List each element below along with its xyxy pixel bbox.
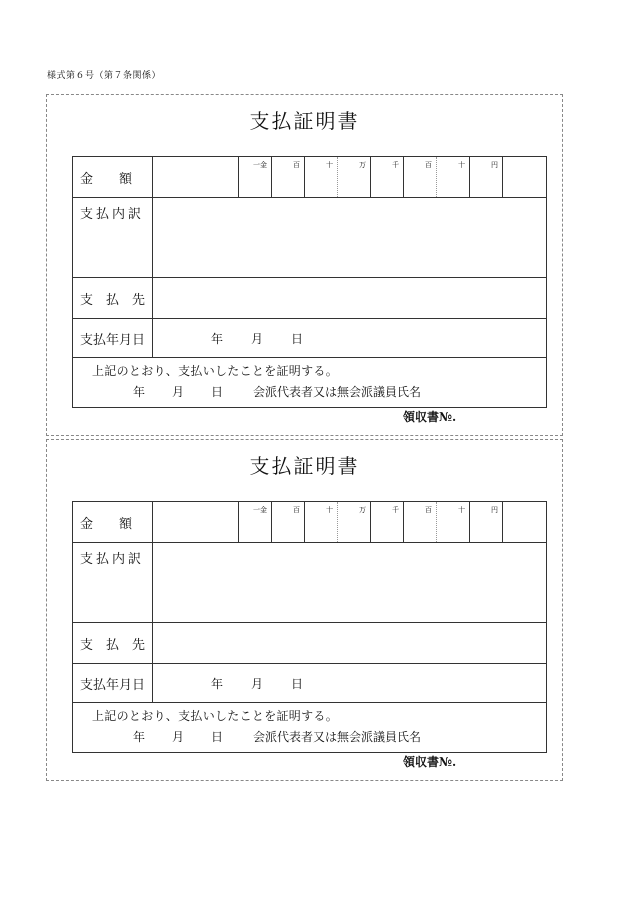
certificate-title: 支払証明書 [249, 454, 360, 478]
detail-row [73, 198, 546, 278]
digit-cell-juu[interactable]: 十 [437, 502, 470, 542]
detail-label: 支払内訳 [73, 198, 153, 277]
cert-year-unit: 年 [133, 730, 146, 744]
detail-label: 支払内訳 [73, 543, 153, 622]
digit-cell-sen[interactable]: 千 [371, 502, 404, 542]
payee-label: 支 払 先 [73, 278, 153, 318]
certification-row [73, 358, 546, 407]
digit-cell-hyaku[interactable]: 百 [404, 157, 437, 197]
digit-cell-sen[interactable]: 千 [371, 157, 404, 197]
cert-day-unit: 日 [211, 385, 224, 399]
payment-certificate-2 [46, 439, 563, 781]
payment-date-row [73, 319, 546, 358]
digit-cell-juu-man[interactable]: 十 [305, 157, 338, 197]
digit-cell-juu[interactable]: 十 [437, 157, 470, 197]
date-day-unit: 日 [291, 676, 304, 691]
payee-input-area[interactable] [153, 278, 546, 318]
certificate-table [72, 501, 547, 753]
payment-date-field[interactable] [153, 664, 546, 702]
payment-date-label: 支払年月日 [73, 319, 153, 357]
cert-month-unit: 月 [172, 730, 185, 744]
digit-cell-man[interactable]: 万 [338, 157, 371, 197]
signer-label: 会派代表者又は無会派議員氏名 [253, 730, 422, 744]
cert-year-unit: 年 [133, 385, 146, 399]
amount-blank-cell[interactable] [153, 502, 239, 542]
cert-month-unit: 月 [172, 385, 185, 399]
certification-signature-line [133, 383, 421, 400]
certification-text: 上記のとおり、支払いしたことを証明する。 [92, 364, 339, 378]
payment-date-label: 支払年月日 [73, 664, 153, 702]
payee-row [73, 623, 546, 664]
certification-signature-line [133, 728, 421, 745]
digit-cell-hyaku[interactable]: 百 [404, 502, 437, 542]
receipt-number-label: 領収書№. [403, 755, 457, 769]
payment-date-field[interactable] [153, 319, 546, 357]
digit-cell-end [503, 157, 536, 197]
amount-row [73, 502, 546, 543]
digit-cell-hyaku-man[interactable]: 百 [272, 502, 305, 542]
payee-label: 支 払 先 [73, 623, 153, 663]
certificate-table [72, 156, 547, 408]
digit-cell-hyaku-man[interactable]: 百 [272, 157, 305, 197]
digit-cell-en[interactable]: 円 [470, 157, 503, 197]
amount-blank-cell[interactable] [153, 157, 239, 197]
digit-cell-juu-man[interactable]: 十 [305, 502, 338, 542]
certification-text: 上記のとおり、支払いしたことを証明する。 [92, 709, 339, 723]
date-year-unit: 年 [211, 331, 224, 346]
date-day-unit: 日 [291, 331, 304, 346]
digit-cell-end [503, 502, 536, 542]
certificate-title: 支払証明書 [249, 109, 360, 133]
date-year-unit: 年 [211, 676, 224, 691]
signer-label: 会派代表者又は無会派議員氏名 [253, 385, 422, 399]
digit-cell-en[interactable]: 円 [470, 502, 503, 542]
amount-row [73, 157, 546, 198]
amount-label: 金 額 [73, 157, 153, 197]
digit-cell-man[interactable]: 万 [338, 502, 371, 542]
payment-certificate-1 [46, 94, 563, 436]
date-month-unit: 月 [251, 331, 264, 346]
receipt-number-label: 領収書№. [403, 410, 457, 424]
detail-row [73, 543, 546, 623]
cert-day-unit: 日 [211, 730, 224, 744]
payee-row [73, 278, 546, 319]
detail-input-area[interactable] [153, 543, 546, 622]
certification-row [73, 703, 546, 752]
payment-date-row [73, 664, 546, 703]
detail-input-area[interactable] [153, 198, 546, 277]
digit-cell-ikkin[interactable]: 一金 [239, 157, 272, 197]
date-month-unit: 月 [251, 676, 264, 691]
form-number-label: 様式第６号（第７条関係） [47, 71, 162, 81]
payee-input-area[interactable] [153, 623, 546, 663]
digit-cell-ikkin[interactable]: 一金 [239, 502, 272, 542]
amount-label: 金 額 [73, 502, 153, 542]
